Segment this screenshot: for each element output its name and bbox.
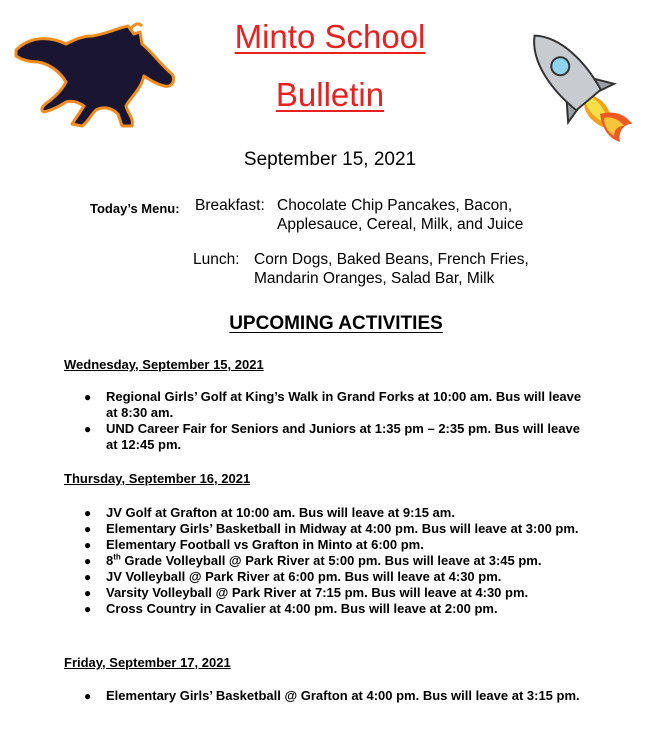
activity-item xyxy=(84,521,594,537)
activity-text: Elementary Football vs Grafton in Minto at 6:00 pm. xyxy=(106,537,424,552)
breakfast-label: Breakfast: xyxy=(195,197,265,214)
ordinal-suffix: th xyxy=(113,552,121,562)
bullet-icon: ● xyxy=(84,570,92,584)
activity-text: Grade Volleyball @ Park River at 5:00 pm. Bus will leave at 3:45 pm. xyxy=(120,553,542,568)
menu-label: Today’s Menu: xyxy=(90,201,180,216)
activity-text: Regional Girls’ Golf at King’s Walk in Grand Forks at 10:00 am. Bus will leave at 8:30 am. xyxy=(106,389,582,420)
activity-item xyxy=(84,421,594,453)
lunch-line-2: Mandarin Oranges, Salad Bar, Milk xyxy=(254,270,495,287)
activity-list-thursday xyxy=(84,505,594,617)
lunch-line-1: Corn Dogs, Baked Beans, French Fries, xyxy=(254,251,529,268)
activity-list-friday xyxy=(84,688,594,704)
activity-item xyxy=(84,585,594,601)
bulletin-title-line-1: Minto School xyxy=(234,18,426,55)
activity-item xyxy=(84,601,594,617)
breakfast-line-2: Applesauce, Cereal, Milk, and Juice xyxy=(277,216,524,233)
activity-item xyxy=(84,553,594,569)
activity-text: JV Golf at Grafton at 10:00 am. Bus will leave at 9:15 am. xyxy=(106,505,455,520)
activity-text: Cross Country in Cavalier at 4:00 pm. Bus will leave at 2:00 pm. xyxy=(106,601,498,616)
activity-item xyxy=(84,505,594,521)
activity-item xyxy=(84,537,594,553)
activity-text: Varsity Volleyball @ Park River at 7:15 pm. Bus will leave at 4:30 pm. xyxy=(106,585,529,600)
activity-text: Elementary Girls’ Basketball @ Grafton at 4:00 pm. Bus will leave at 3:15 pm. xyxy=(106,688,580,703)
bulletin-title-line-2: Bulletin xyxy=(275,76,385,113)
bullet-icon: ● xyxy=(84,522,92,536)
activity-text: JV Volleyball @ Park River at 6:00 pm. Bus will leave at 4:30 pm. xyxy=(106,569,502,584)
breakfast-line-1: Chocolate Chip Pancakes, Bacon, xyxy=(277,197,513,214)
activity-text: Elementary Girls’ Basketball in Midway at 4:00 pm. Bus will leave at 3:00 pm. xyxy=(106,521,579,536)
activity-text: UND Career Fair for Seniors and Juniors at 1:35 pm – 2:35 pm. Bus will leave at 12:45 pm. xyxy=(106,421,580,452)
activity-text-ordinal: 8 xyxy=(106,553,114,568)
upcoming-activities-heading: UPCOMING ACTIVITIES xyxy=(229,313,443,334)
activity-item xyxy=(84,569,594,585)
activity-item xyxy=(84,389,594,421)
bullet-icon: ● xyxy=(84,689,92,703)
bulletin-date: September 15, 2021 xyxy=(243,149,417,170)
day-heading-friday: Friday, September 17, 2021 xyxy=(64,655,231,670)
bullet-icon: ● xyxy=(84,390,92,404)
bullet-icon: ● xyxy=(84,586,92,600)
bullet-icon: ● xyxy=(84,602,92,616)
bullet-icon: ● xyxy=(84,506,92,520)
day-heading-thursday: Thursday, September 16, 2021 xyxy=(64,471,251,486)
bullet-icon: ● xyxy=(84,554,92,568)
day-heading-wednesday: Wednesday, September 15, 2021 xyxy=(64,357,264,372)
lunch-label: Lunch: xyxy=(193,251,240,268)
bullet-icon: ● xyxy=(84,422,92,436)
bullet-icon: ● xyxy=(84,538,92,552)
activity-list-wednesday xyxy=(84,389,594,453)
activity-item xyxy=(84,688,594,704)
